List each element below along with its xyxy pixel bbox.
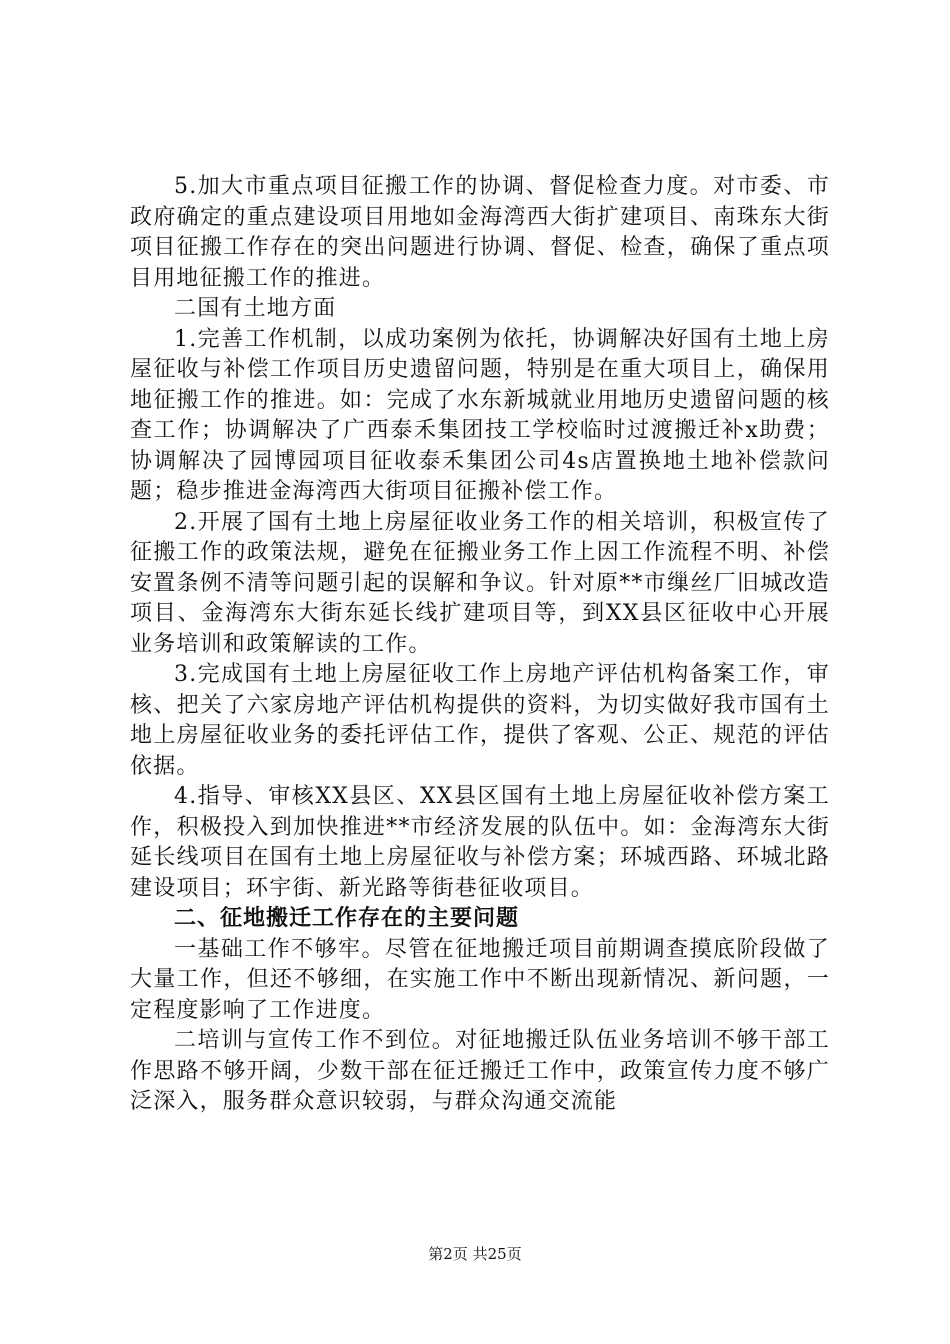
paragraph-item-5: 5.加大市重点项目征搬工作的协调、督促检查力度。对市委、市政府确定的重点建设项目用地如金海湾西大街扩建项目、南珠东大街项目征搬工作存在的突出问题进行协调、督促、检查，确保了重点项目用地征搬工作的推进。 — [130, 174, 830, 291]
paragraph-problem-2: 二培训与宣传工作不到位。对征地搬迁队伍业务培训不够干部工作思路不够开阔，少数干部在征迁搬迁工作中，政策宣传力度不够广泛深入，服务群众意识较弱，与群众沟通交流能 — [130, 1028, 830, 1114]
body-text — [130, 172, 830, 1118]
paragraph-problem-1: 一基础工作不够牢。尽管在征地搬迁项目前期调查摸底阶段做了大量工作，但还不够细，在实施工作中不断出现新情况、新问题，一定程度影响了工作进度。 — [130, 936, 830, 1023]
page-footer: 第2页 共25页 — [428, 1245, 522, 1263]
paragraph-item-3: 3.完成国有土地上房屋征收工作上房地产评估机构备案工作，审核、把关了六家房地产评估机构提供的资料，为切实做好我市国有土地上房屋征收业务的委托评估工作，提供了客观、公正、规范的评估依据。 — [130, 662, 830, 779]
paragraph-item-2: 2.开展了国有土地上房屋征收业务工作的相关培训，积极宣传了征搬工作的政策法规，避免在征搬业务工作上因工作流程不明、补偿安置条例不清等问题引起的误解和争议。针对原**市缫丝厂旧城改造项目、金海湾东大街东延长线扩建项目等，到XX县区征收中心开展业务培训和政策解读的工作。 — [130, 509, 830, 657]
paragraph-item-4: 4.指导、审核XX县区、XX县区国有土地上房屋征收补偿方案工作，积极投入到加快推进**市经济发展的队伍中。如：金海湾东大街延长线项目在国有土地上房屋征收与补偿方案；环城西路、环城北路建设项目；环宇街、新光路等街巷征收项目。 — [130, 784, 830, 901]
paragraph-item-1: 1.完善工作机制，以成功案例为依托，协调解决好国有土地上房屋征收与补偿工作项目历史遗留问题，特别是在重大项目上，确保用地征搬工作的推进。如：完成了水东新城就业用地历史遗留问题的核查工作；协调解决了广西泰禾集团技工学校临时过渡搬迁补x助费；协调解决了园博园项目征收泰禾集团公司4s店置换地土地补偿款问题；稳步推进金海湾西大街项目征搬补偿工作。 — [130, 326, 830, 504]
section-heading: 二、征地搬迁工作存在的主要问题 — [174, 906, 520, 931]
subheading-state-land: 二国有土地方面 — [174, 296, 337, 321]
